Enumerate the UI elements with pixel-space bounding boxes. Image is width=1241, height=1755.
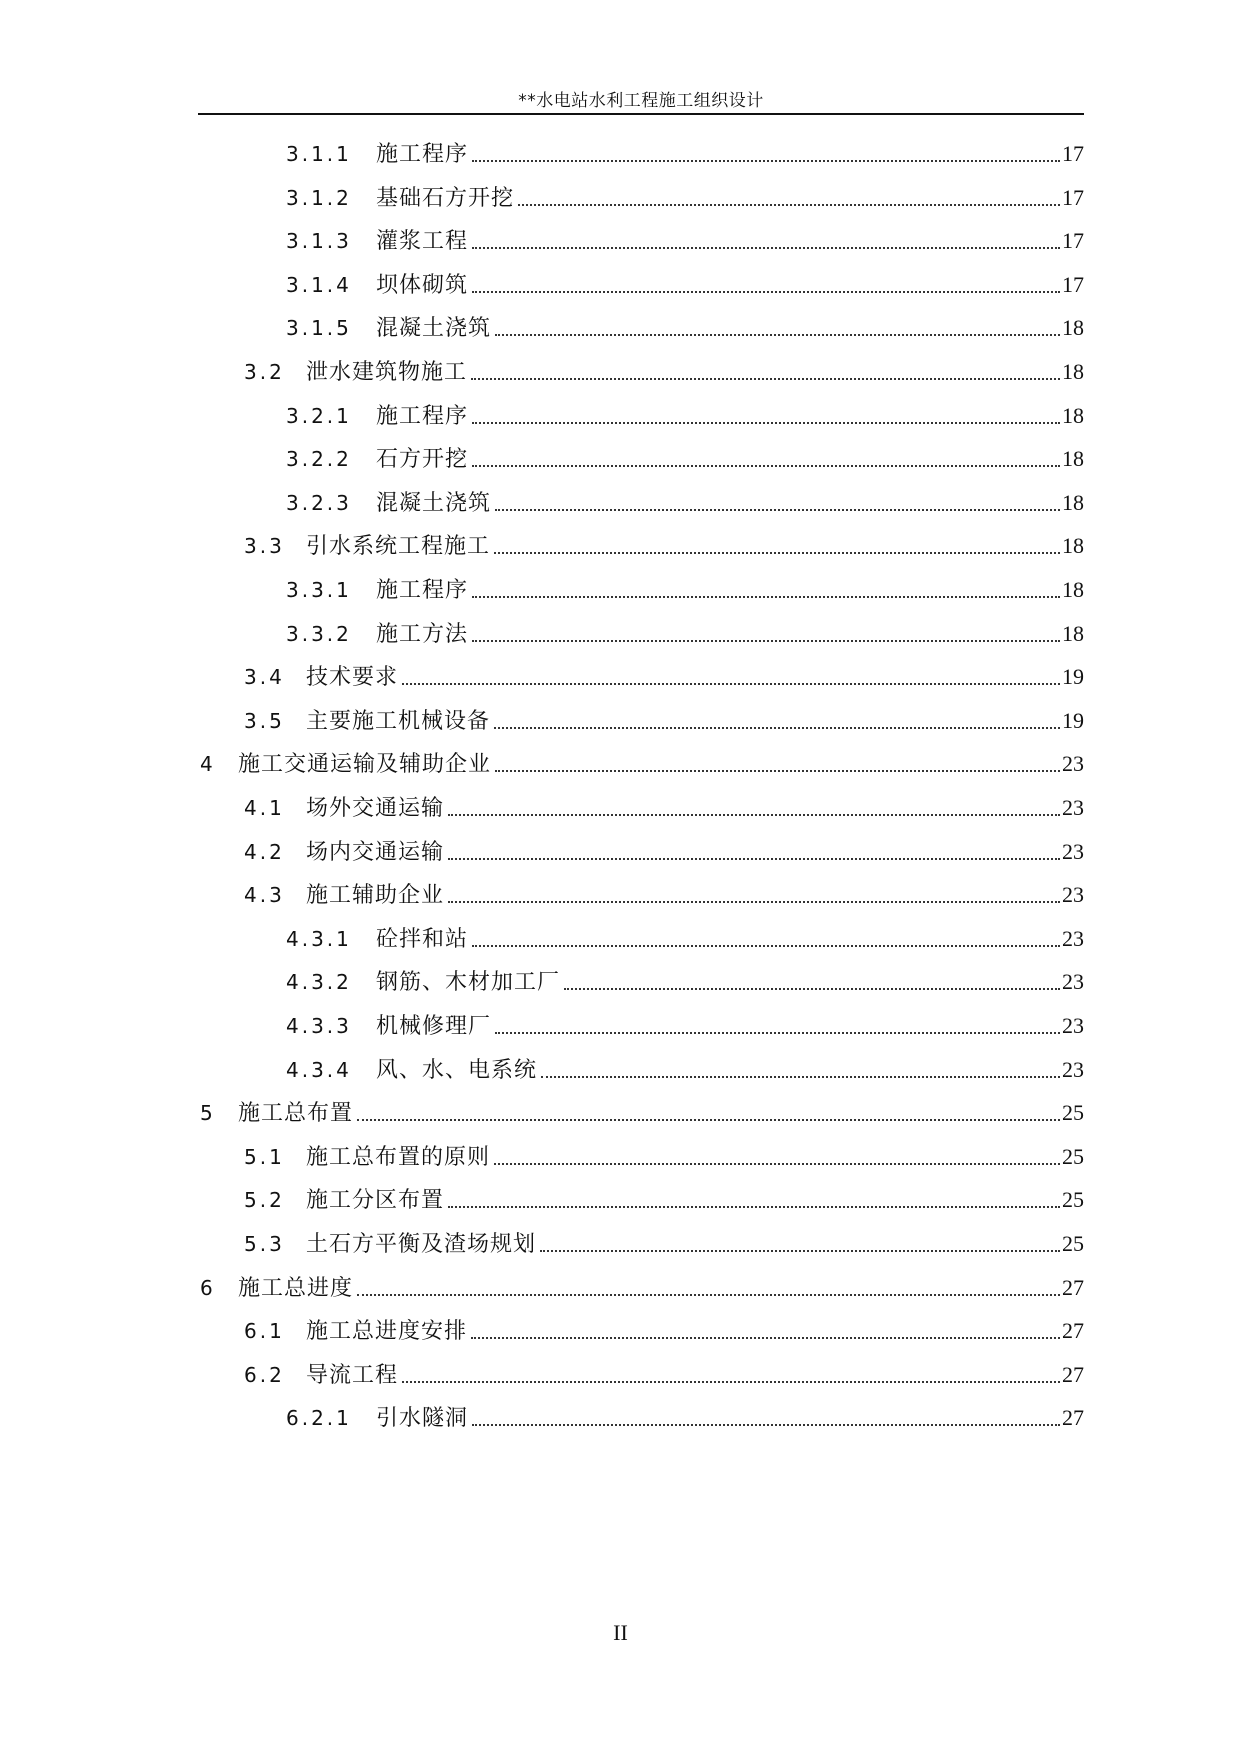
toc-entry-label: 土石方平衡及渣场规划	[306, 1232, 537, 1257]
toc-entry-number: 3.4	[244, 665, 285, 690]
toc-entry-label: 石方开挖	[376, 447, 469, 473]
toc-dot-leader	[540, 1250, 1060, 1252]
toc-entry[interactable]	[244, 530, 1084, 562]
toc-dot-leader	[471, 1337, 1060, 1339]
toc-entry-page: 27	[1062, 1318, 1084, 1344]
toc-entry-label: 场外交通运输	[306, 796, 445, 821]
toc-entry-number: 5.3	[244, 1232, 285, 1256]
toc-entry-label: 施工程序	[376, 578, 469, 603]
toc-dot-leader	[472, 640, 1060, 642]
toc-entry-number: 6.2.1	[286, 1406, 352, 1431]
toc-dot-leader	[448, 901, 1060, 903]
toc-entry[interactable]	[286, 269, 1084, 301]
toc-entry-label: 施工总布置	[238, 1101, 354, 1127]
toc-entry-number: 4.1	[244, 796, 285, 820]
toc-entry[interactable]	[244, 1315, 1084, 1347]
toc-entry[interactable]	[244, 1141, 1084, 1173]
toc-entry-number: 5.2	[244, 1188, 285, 1213]
toc-entry-label: 钢筋、木材加工厂	[376, 970, 561, 996]
toc-dot-leader	[495, 1032, 1060, 1034]
toc-entry-number: 5.1	[244, 1144, 285, 1169]
toc-entry-page: 25	[1062, 1100, 1084, 1126]
toc-entry-page: 25	[1062, 1187, 1084, 1213]
toc-dot-leader	[448, 814, 1060, 816]
toc-dot-leader	[494, 552, 1060, 554]
toc-entry[interactable]	[244, 1228, 1084, 1260]
toc-entry-page: 18	[1062, 577, 1084, 602]
toc-entry-page: 17	[1062, 184, 1084, 210]
toc-entry-label: 引水隧洞	[376, 1406, 469, 1432]
toc-entry-page: 23	[1062, 1056, 1084, 1082]
toc-entry-page: 27	[1062, 1405, 1084, 1431]
toc-entry-label: 场内交通运输	[306, 839, 445, 865]
toc-entry-page: 23	[1062, 751, 1084, 777]
toc-entry-label: 施工总进度安排	[306, 1319, 468, 1345]
toc-entry[interactable]	[286, 574, 1084, 606]
toc-dot-leader	[472, 945, 1060, 947]
toc-entry-page: 27	[1062, 1274, 1084, 1300]
toc-entry-page: 18	[1062, 402, 1084, 428]
toc-entry-number: 3.2	[244, 360, 285, 384]
toc-entry-page: 17	[1062, 141, 1084, 166]
toc-entry[interactable]	[286, 1010, 1084, 1042]
toc-entry-page: 18	[1062, 446, 1084, 472]
toc-entry[interactable]	[244, 879, 1084, 911]
page-number: II	[613, 1620, 628, 1645]
toc-entry[interactable]	[286, 966, 1084, 998]
toc-entry-label: 坝体砌筑	[376, 272, 469, 298]
toc-entry[interactable]	[244, 836, 1084, 868]
toc-dot-leader	[472, 596, 1060, 598]
toc-entry-label: 引水系统工程施工	[306, 534, 491, 560]
toc-dot-leader	[448, 1206, 1060, 1208]
document-header-title: **水电站水利工程施工组织设计	[518, 91, 764, 111]
toc-entry-page: 18	[1062, 359, 1084, 384]
toc-entry-number: 4.3.3	[286, 1014, 352, 1038]
toc-entry-number: 4.3.1	[286, 926, 352, 951]
toc-dot-leader	[494, 1163, 1060, 1165]
toc-dot-leader	[448, 858, 1060, 860]
toc-entry-number: 4.2	[244, 839, 285, 864]
toc-dot-leader	[402, 1381, 1060, 1383]
toc-entry-number: 4.3.2	[286, 970, 352, 995]
toc-entry-number: 6.2	[244, 1362, 285, 1387]
toc-entry-page: 19	[1062, 664, 1084, 690]
toc-entry-label: 施工总布置的原则	[306, 1144, 491, 1170]
toc-entry-page: 27	[1062, 1361, 1084, 1387]
toc-dot-leader	[472, 465, 1060, 467]
toc-entry-label: 施工方法	[376, 621, 469, 647]
toc-entry-number: 4	[200, 752, 213, 777]
toc-entry-page: 17	[1062, 271, 1084, 297]
toc-entry-page: 18	[1062, 533, 1084, 559]
toc-entry[interactable]	[286, 487, 1084, 519]
toc-entry-page: 23	[1062, 925, 1084, 951]
toc-entry-number: 4.3.4	[286, 1057, 352, 1082]
toc-entry[interactable]	[244, 1359, 1084, 1391]
toc-entry-page: 18	[1062, 315, 1084, 341]
toc-entry[interactable]	[244, 356, 1084, 388]
toc-entry-number: 6	[200, 1275, 213, 1300]
toc-entry[interactable]	[286, 443, 1084, 475]
toc-dot-leader	[518, 204, 1060, 206]
toc-entry-number: 5	[200, 1101, 213, 1126]
toc-entry-number: 3.1.1	[286, 142, 352, 166]
toc-entry-label: 基础石方开挖	[376, 185, 515, 211]
toc-dot-leader	[402, 683, 1060, 685]
toc-dot-leader	[495, 770, 1060, 772]
toc-entry-page: 25	[1062, 1143, 1084, 1169]
toc-entry-page: 23	[1062, 969, 1084, 995]
toc-entry[interactable]	[200, 748, 1084, 780]
toc-entry-number: 3.1.2	[286, 185, 352, 210]
toc-entry-number: 3.3.1	[286, 578, 352, 602]
toc-entry[interactable]	[286, 182, 1084, 214]
toc-entry[interactable]	[244, 661, 1084, 693]
toc-dot-leader	[494, 727, 1060, 729]
toc-entry-label: 混凝土浇筑	[376, 490, 492, 516]
toc-entry[interactable]	[244, 792, 1084, 824]
toc-entry[interactable]	[200, 1097, 1084, 1129]
toc-entry-number: 3.1.3	[286, 229, 352, 254]
toc-entry-page: 23	[1062, 1013, 1084, 1038]
toc-entry-label: 导流工程	[306, 1362, 399, 1388]
toc-entry-number: 6.1	[244, 1319, 285, 1344]
toc-entry-label: 施工总进度	[238, 1275, 354, 1301]
toc-dot-leader	[495, 509, 1060, 511]
toc-entry-page: 18	[1062, 620, 1084, 646]
toc-entry[interactable]	[244, 705, 1084, 737]
toc-dot-leader	[357, 1294, 1060, 1296]
toc-entry-page: 23	[1062, 882, 1084, 908]
toc-dot-leader	[357, 1119, 1060, 1121]
toc-entry-number: 3.3.2	[286, 621, 352, 646]
toc-dot-leader	[472, 247, 1060, 249]
toc-entry-label: 风、水、电系统	[376, 1057, 538, 1083]
toc-entry-page: 23	[1062, 838, 1084, 864]
toc-entry-label: 施工分区布置	[306, 1188, 445, 1214]
toc-dot-leader	[471, 378, 1060, 380]
toc-entry-label: 施工交通运输及辅助企业	[238, 752, 492, 778]
toc-entry-number: 3.3	[244, 534, 285, 559]
toc-entry[interactable]	[200, 1272, 1084, 1304]
toc-entry-label: 技术要求	[306, 665, 399, 691]
toc-entry-label: 混凝土浇筑	[376, 316, 492, 342]
toc-entry[interactable]	[286, 618, 1084, 650]
toc-entry-page: 18	[1062, 489, 1084, 515]
toc-entry-label: 砼拌和站	[376, 926, 469, 952]
toc-entry-number: 4.3	[244, 883, 285, 908]
toc-entry-label: 施工程序	[376, 142, 469, 167]
toc-dot-leader	[472, 1424, 1060, 1426]
toc-entry-page: 25	[1062, 1231, 1084, 1256]
toc-entry[interactable]	[244, 1184, 1084, 1216]
toc-entry-label: 机械修理厂	[376, 1014, 492, 1039]
toc-entry-number: 3.5	[244, 708, 285, 733]
toc-entry[interactable]	[286, 225, 1084, 257]
toc-entry-label: 主要施工机械设备	[306, 708, 491, 734]
toc-entry[interactable]	[286, 1054, 1084, 1086]
toc-dot-leader	[564, 988, 1060, 990]
toc-entry[interactable]	[286, 138, 1084, 170]
toc-dot-leader	[472, 291, 1060, 293]
toc-entry[interactable]	[286, 312, 1084, 344]
toc-entry-number: 3.2.3	[286, 490, 352, 515]
toc-entry-label: 泄水建筑物施工	[306, 360, 468, 385]
toc-dot-leader	[495, 334, 1060, 336]
toc-dot-leader	[541, 1076, 1060, 1078]
toc-entry[interactable]	[286, 923, 1084, 955]
toc-entry-label: 施工程序	[376, 403, 469, 429]
toc-entry[interactable]	[286, 1402, 1084, 1434]
toc-entry-number: 3.1.5	[286, 316, 352, 341]
toc-entry-page: 17	[1062, 228, 1084, 254]
toc-entry-number: 3.2.1	[286, 403, 352, 428]
toc-dot-leader	[472, 160, 1060, 162]
toc-entry-label: 灌浆工程	[376, 229, 469, 255]
toc-entry-label: 施工辅助企业	[306, 883, 445, 909]
toc-entry-number: 3.2.2	[286, 447, 352, 472]
toc-entry-page: 23	[1062, 795, 1084, 820]
toc-entry-number: 3.1.4	[286, 272, 352, 297]
toc-entry[interactable]	[286, 400, 1084, 432]
toc-entry-page: 19	[1062, 707, 1084, 733]
toc-dot-leader	[472, 422, 1060, 424]
